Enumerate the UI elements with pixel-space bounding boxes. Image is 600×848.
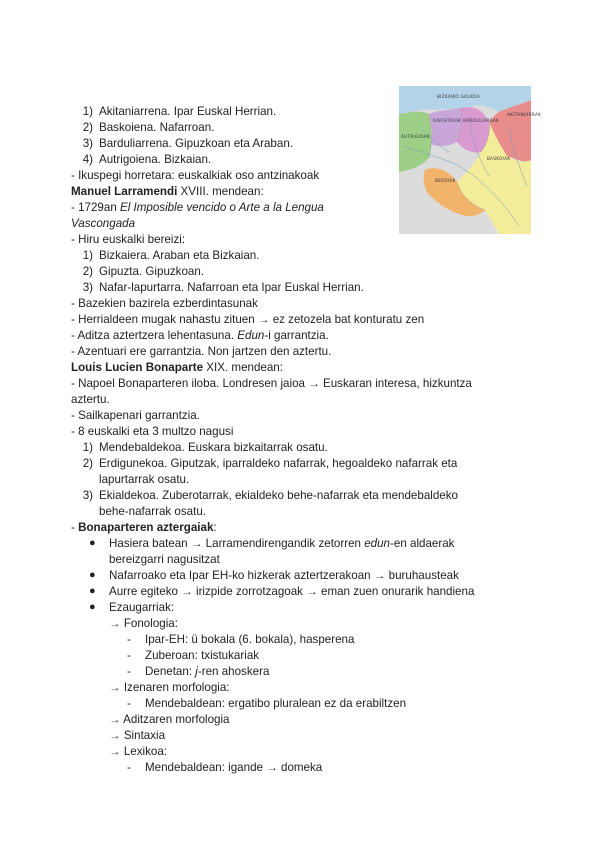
aztergaiak-heading: - Bonaparteren aztergaiak: [71, 521, 217, 534]
azentuari-line: - Azentuari ere garrantzia. Non jartzen den aztertu. [71, 345, 332, 358]
larramendi-book-line1: - 1729an El Imposible vencido o Arte a la Lengua [71, 201, 324, 214]
multzo-item-2: 2) Erdigunekoa. Giputzak, iparraldeko nafarrak, hegoaldeko nafarrak eta [82, 457, 458, 470]
larramendi-list-item-3: 3) Nafar-lapurtarra. Nafarroan eta Ipar Euskal Herrian. [82, 281, 364, 294]
dash-icon: - [127, 649, 131, 662]
bullet-icon: ● [89, 569, 96, 581]
bullet-icon: ● [89, 585, 96, 597]
aditza-line: - Aditza aztertzera lehentasuna. Edun-i garrantzia. [71, 329, 329, 342]
map-label-autrigones: AUTRIGOIAK [401, 134, 431, 139]
bullet-icon: ● [89, 601, 96, 613]
lexikoa-heading: → Lexikoa: [109, 745, 167, 758]
map-label-vascones: BASKOIAK [487, 156, 511, 161]
bullet-icon: ● [89, 537, 96, 549]
zortzi-euskalki-line: - 8 euskalki eta 3 multzo nagusi [71, 425, 234, 438]
bonaparte-heading: Louis Lucien Bonaparte XIX. mendean: [71, 361, 283, 374]
bullet-item-1: Hasiera batean → Larramendirengandik zetorren edun-en aldaerak [109, 537, 455, 550]
dash-icon: - [127, 761, 131, 774]
larramendi-list-item-1: 1) Bizkaiera. Araban eta Bizkaian. [82, 249, 260, 262]
tribes-map-svg [399, 86, 542, 234]
list1-item-4: 4) Autrigoiena. Bizkaian. [82, 153, 212, 166]
izen-morfologia-item-1: Mendebaldean: ergatibo pluralean ez da erabiltzen [145, 697, 407, 710]
bullet-item-2: Nafarroako eta Ipar EH-ko hizkerak aztertzerakoan → buruhausteak [109, 569, 459, 582]
dash-icon: - [127, 697, 131, 710]
map-label-berones: BEROIAK [435, 178, 456, 183]
list1-item-3: 3) Barduliarrena. Gipuzkoan eta Araban. [82, 137, 293, 150]
larramendi-book-line2: Vascongada [71, 217, 136, 230]
dash-icon: - [127, 665, 131, 678]
fonologia-heading: → Fonologia: [109, 617, 178, 630]
fonologia-item-1: Ipar-EH: ü bokala (6. bokala), hasperena [145, 633, 355, 646]
napoel-line1: - Napoel Bonaparteren iloba. Londresen jaioa → Euskaran interesa, hizkuntza [71, 377, 472, 390]
larramendi-list-item-2: 2) Gipuzta. Gipuzkoan. [82, 265, 205, 278]
ikuspegi-line: - Ikuspegi horretara: euskalkiak oso antzinakoak [71, 169, 320, 182]
izen-morfologia-heading: → Izenaren morfologia: [109, 681, 230, 694]
dash-icon: - [127, 633, 131, 646]
map-label-sea: BIZKAIKO GOLKOA [437, 94, 480, 99]
sailkapen-line: - Sailkapenari garrantzia. [71, 409, 200, 422]
larramendi-heading: Manuel Larramendi XVIII. mendean: [71, 185, 264, 198]
bazekien-line: - Bazekien bazirela ezberdintasunak [71, 297, 258, 310]
multzo-item-1: 1) Mendebaldekoa. Euskara bizkaitarrak osatu. [82, 441, 328, 454]
map-label-aquitania: AKITANIARRAK [507, 112, 542, 117]
lexikoa-item-1: Mendebaldean: igande → domeka [145, 761, 323, 774]
map-label-varduli: BARDULIARRAK [463, 118, 500, 123]
bullet-item-1-cont: bereizgarri nagusitzat [109, 553, 220, 566]
hiru-euskalki-line: - Hiru euskalki bereizi: [71, 233, 186, 246]
sintaxia-heading: → Sintaxia [109, 729, 166, 742]
herrialdeen-line: - Herrialdeen mugak nahastu zituen → ez zetozela bat konturatu zen [71, 313, 425, 326]
multzo-item-2-cont: lapurtarrak osatu. [99, 473, 190, 486]
list1-item-2: 2) Baskoiena. Nafarroan. [82, 121, 215, 134]
tribes-map [399, 86, 542, 234]
multzo-item-3-cont: behe-nafarrak osatu. [99, 505, 206, 518]
multzo-item-3: 3) Ekialdekoa. Zuberotarrak, ekialdeko behe-nafarrak eta mendebaldeko [82, 489, 458, 502]
aditz-morfologia-heading: → Aditzaren morfologia [109, 713, 230, 726]
fonologia-item-3: Denetan: j-ren ahoskera [145, 665, 270, 678]
bullet-item-3: Aurre egiteko → irizpide zorrotzagoak → eman zuen onurarik handiena [109, 585, 475, 598]
fonologia-item-2: Zuberoan: txistukariak [145, 649, 260, 662]
bullet-item-4: Ezaugarriak: [109, 601, 175, 614]
napoel-line2: aztertu. [71, 393, 110, 406]
list1-item-1: 1) Akitaniarrena. Ipar Euskal Herrian. [82, 105, 277, 118]
map-label-caristios: KARISTIOAK [433, 118, 461, 123]
